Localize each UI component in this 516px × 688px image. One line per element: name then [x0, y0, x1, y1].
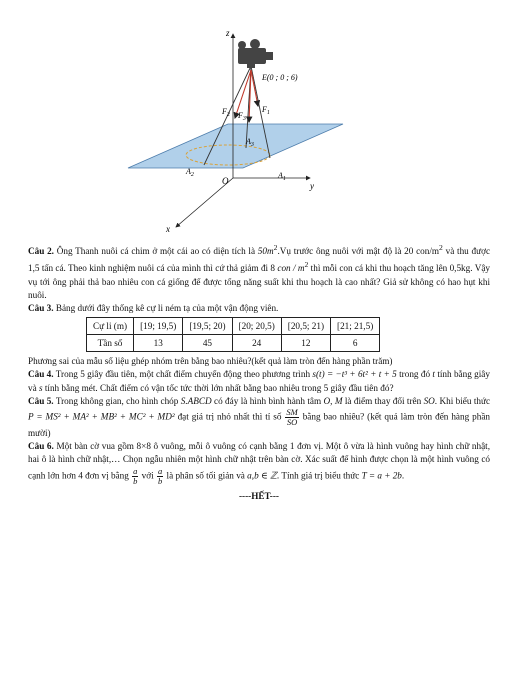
table-cell: 12	[281, 335, 330, 352]
question-5: Câu 5. Trong không gian, cho hình chóp S.ABCD có đáy là hình bình hành tâm O, M là điểm thay đổi trên SO. Khi biểu thức P = MS² + MA² + MB² + MC² + MD² đạt giá trị nhỏ nhất thì tỉ số $\frac{SM}{SO}$ bằng bao nhiêu? (kết quả làm tròn đến hàng phần mười)	[28, 395, 491, 438]
label-camera-point: E(0 ; 0 ; 6)	[262, 73, 298, 82]
questions	[28, 241, 490, 503]
table-cell: [20,5; 21)	[281, 318, 330, 335]
label-y: y	[310, 181, 314, 191]
camera-cable-figure	[118, 18, 348, 236]
table-cell: [21; 21,5)	[331, 318, 380, 335]
ratio-fraction: $\frac{SM}{SO}$	[286, 406, 298, 427]
plane	[128, 124, 343, 168]
force-f1	[251, 70, 258, 106]
label-a2: $A_2$	[186, 167, 194, 178]
table-cell: [20; 20,5)	[232, 318, 281, 335]
label-x: x	[166, 224, 170, 234]
label-a3: $A_3$	[246, 137, 254, 148]
question-3-prompt: Phương sai của mẫu số liệu ghép nhóm trên bằng bao nhiêu?(kết quả làm tròn đến hàng phần trăm)	[28, 356, 393, 367]
question-2: Câu 2. Ông Thanh nuôi cá chim ở một cái ao có diện tích là $50m^2.Vụ$ trước ông nuôi với mật độ là 20 con/$m^2$ và thu được 1,5 tấn cá. Theo kinh nghiệm nuôi cá của mình thì cứ thả giảm đi 8 con / $m^2$ thì mỗi con cá khi thu hoạch tăng lên 0,5kg. Vậy vụ tới ông phải thả bao nhiêu con cá giống để được tổng năng suất khi thu hoạch là cao nhất? Giả sử không có hao hụt khi nuôi.	[28, 243, 491, 300]
question-label: Câu 3.	[28, 302, 54, 313]
probability-fraction-repeat: $\frac{a}{b}$	[157, 465, 163, 486]
table-cell: 6	[331, 335, 380, 352]
camera-icon	[238, 39, 273, 68]
table-cell: Tần số	[87, 335, 134, 352]
question-6: Câu 6. Một bàn cờ vua gồm 8×8 ô vuông, mỗi ô vuông có cạnh bằng 1 đơn vị. Một ô vừa là hình vuông hay hình chữ nhật, hai ô là hình chữ nhật,… Chọn ngẫu nhiên một hình chữ nhật trên bàn cờ. Xác suất để hình được chọn là một hình vuông có cạnh lớn hơn 4 đơn vị bằng $\frac{a}{b}$ với $\frac{a}{b}$ là phân số tối giản và a,b ∈ ℤ. Tính giá trị biểu thức T = a + 2b.	[28, 441, 491, 486]
question-label: Câu 4.	[28, 369, 54, 380]
label-a1: $A_1$	[278, 171, 286, 182]
table-cell: [19; 19,5)	[134, 318, 183, 335]
table-cell: 24	[232, 335, 281, 352]
motion-equation: s(t) = −t³ + 6t² + t + 5	[312, 369, 397, 380]
label-f2: $F_2$	[222, 107, 230, 118]
question-label: Câu 5.	[28, 395, 54, 406]
table-cell: 45	[183, 335, 232, 352]
end-mark: ----HẾT---	[239, 490, 279, 501]
table-cell: 13	[134, 335, 183, 352]
label-z: z	[226, 28, 230, 38]
question-4: Câu 4. Trong 5 giây đầu tiên, một chất điểm chuyển động theo phương trình s(t) = −t³ + 6t² + t + 5 trong đó t tính bằng giây và s tính bằng mét. Chất điểm có vận tốc tức thời lớn nhất bằng bao nhiêu trong 5 giây đầu tiên đó?	[28, 369, 490, 393]
table-header-row	[87, 318, 380, 335]
label-f1: $F_1$	[262, 105, 270, 116]
question-label: Câu 6.	[28, 441, 54, 452]
table-cell: [19,5; 20)	[183, 318, 232, 335]
question-label: Câu 2.	[28, 246, 54, 257]
table-cell: Cự li (m)	[87, 318, 134, 335]
expression-p: P = MS² + MA² + MB² + MC² + MD²	[28, 411, 175, 422]
probability-fraction: $\frac{a}{b}$	[133, 465, 138, 486]
distance-frequency-table	[86, 317, 380, 352]
table-row	[87, 335, 380, 352]
question-3: Câu 3. Bảng dưới đây thống kê cự li ném tạ của một vận động viên.	[28, 302, 279, 313]
label-f3: $F_3$	[238, 111, 246, 122]
label-origin: O	[222, 176, 229, 186]
